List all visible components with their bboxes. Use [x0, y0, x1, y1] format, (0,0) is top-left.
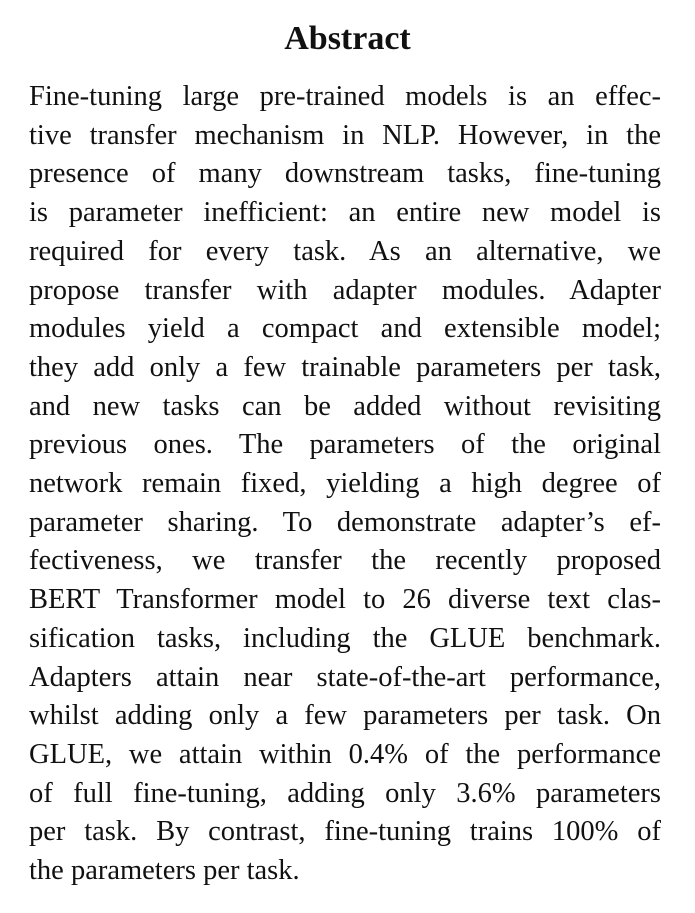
- abstract-line: propose transfer with adapter modules. Adapter: [29, 274, 661, 306]
- abstract-line: is parameter inefficient: an entire new model is: [29, 197, 661, 229]
- abstract-line: of full fine-tuning, adding only 3.6% parameters: [29, 777, 661, 809]
- abstract-line: required for every task. As an alternative, we: [29, 235, 661, 267]
- abstract-body: [29, 78, 661, 891]
- abstract-line: parameter sharing. To demonstrate adapter’s ef-: [29, 506, 661, 538]
- abstract-line: Fine-tuning large pre-trained models is an effec-: [29, 81, 661, 112]
- abstract-line: tive transfer mechanism in NLP. However, in the: [29, 119, 661, 151]
- abstract-line: presence of many downstream tasks, fine-tuning: [29, 158, 661, 190]
- abstract-heading: Abstract: [284, 20, 411, 57]
- abstract-line: sification tasks, including the GLUE benchmark.: [29, 622, 661, 654]
- abstract-line: previous ones. The parameters of the original: [29, 429, 661, 461]
- abstract-line: whilst adding only a few parameters per task. On: [29, 700, 661, 732]
- abstract-line: GLUE, we attain within 0.4% of the performance: [29, 738, 661, 770]
- abstract-line: fectiveness, we transfer the recently proposed: [29, 545, 661, 577]
- abstract-line: they add only a few trainable parameters per task,: [29, 351, 661, 383]
- abstract-line: the parameters per task.: [29, 855, 300, 887]
- abstract-line: Adapters attain near state-of-the-art performance,: [29, 661, 661, 693]
- abstract-line: and new tasks can be added without revisiting: [29, 390, 661, 422]
- abstract-line: modules yield a compact and extensible model;: [29, 313, 661, 345]
- abstract-line: BERT Transformer model to 26 diverse text clas-: [29, 584, 661, 616]
- abstract-line: per task. By contrast, fine-tuning trains 100% of: [29, 816, 661, 848]
- abstract-line: network remain fixed, yielding a high degree of: [29, 468, 661, 500]
